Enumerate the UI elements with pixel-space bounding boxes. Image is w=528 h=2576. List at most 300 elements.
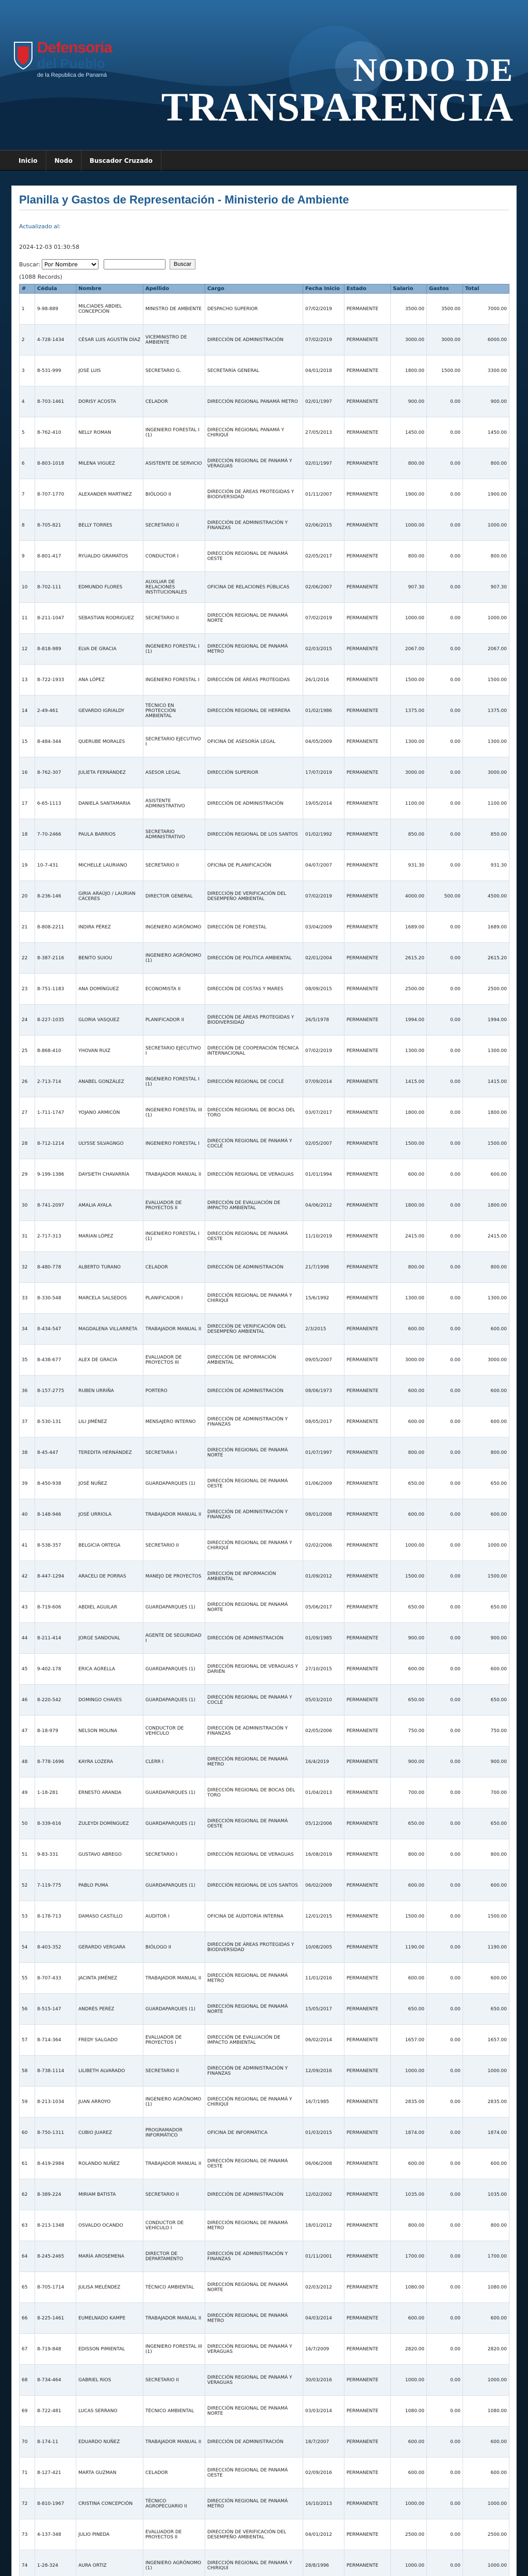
table-cell: 8-818-989 (35, 634, 76, 665)
table-cell: 16/10/2013 (303, 2488, 344, 2519)
table-cell: 650.00 (463, 1592, 509, 1623)
column-header[interactable]: Apellido (143, 284, 205, 294)
table-cell: 1700.00 (463, 2241, 509, 2272)
table-cell: 2615.20 (391, 943, 427, 974)
table-cell: PERMANENTE (344, 1932, 391, 1963)
table-cell: 01/02/1986 (303, 696, 344, 726)
table-cell: 06/06/2008 (303, 2148, 344, 2179)
table-cell: DESPACHO SUPERIOR (205, 294, 303, 325)
table-cell: DIRECCIÓN DE ÁREAS PROTEGIDAS Y BIODIVERSIDAD (205, 1005, 303, 1036)
table-cell: 850.00 (391, 819, 427, 850)
table-cell: PERMANENTE (344, 974, 391, 1005)
table-cell: BIÓLOGO II (143, 1932, 205, 1963)
table-cell: 8-703-1461 (35, 386, 76, 417)
table-cell: 1000.00 (391, 2365, 427, 2396)
table-cell: 8 (20, 510, 35, 541)
table-cell: EDUARDO NUÑEZ (76, 2427, 143, 2458)
table-cell: PERMANENTE (344, 1066, 391, 1097)
table-cell: 1000.00 (391, 2550, 427, 2576)
table-cell: INGENIERO FORESTAL I (1) (143, 417, 205, 448)
table-cell: PERMANENTE (344, 510, 391, 541)
table-cell: 0.00 (427, 1221, 463, 1252)
table-cell: 3000.00 (391, 757, 427, 788)
table-cell: 0.00 (427, 603, 463, 634)
table-cell: 8-719-848 (35, 2334, 76, 2365)
table-cell: 1800.00 (463, 1190, 509, 1221)
table-cell: DIRECCIÓN DE ADMINISTRACIÓN (205, 1623, 303, 1654)
table-cell: 1994.00 (463, 1005, 509, 1036)
table-cell: TÉCNICO AMBIENTAL (143, 2272, 205, 2303)
table-cell: 8-712-1214 (35, 1128, 76, 1159)
table-cell: 40 (20, 1499, 35, 1530)
table-cell: 0.00 (427, 788, 463, 819)
table-cell: KAYRA LOZERA (76, 1747, 143, 1777)
table-cell: 2500.00 (463, 2519, 509, 2550)
table-cell: TRABAJADOR MANUAL II (143, 2427, 205, 2458)
table-row (20, 1499, 509, 1530)
table-cell: 01/04/2013 (303, 1777, 344, 1808)
table-cell: YHOVAN RUIZ (76, 1036, 143, 1066)
column-header[interactable]: Total (463, 284, 509, 294)
table-cell: 1874.00 (391, 2117, 427, 2148)
table-cell: PERMANENTE (344, 2519, 391, 2550)
table-cell: PERMANENTE (344, 850, 391, 881)
table-cell: DIRECCIÓN DE ÁREAS PROTEGIDAS Y BIODIVERSIDAD (205, 1932, 303, 1963)
table-cell: 01/11/2001 (303, 2241, 344, 2272)
column-header[interactable]: Estado (344, 284, 391, 294)
table-cell: 8-762-410 (35, 417, 76, 448)
column-header[interactable]: Cargo (205, 284, 303, 294)
table-cell: 1500.00 (463, 1128, 509, 1159)
table-cell: PERMANENTE (344, 2488, 391, 2519)
table-cell: 8-174-11 (35, 2427, 76, 2458)
table-row (20, 2303, 509, 2334)
table-cell: 6-65-1113 (35, 788, 76, 819)
table-cell: 0.00 (427, 634, 463, 665)
table-cell: DIRECCIÓN DE ADMINISTRACIÓN Y FINANZAS (205, 2056, 303, 2087)
table-cell: 900.00 (391, 1747, 427, 1777)
table-cell: EVALUADOR DE PROYECTOS II (143, 2519, 205, 2550)
table-cell: 1500.00 (391, 665, 427, 696)
table-cell: 7-70-2466 (35, 819, 76, 850)
table-cell: 7000.00 (463, 294, 509, 325)
table-cell: 29 (20, 1159, 35, 1190)
table-cell: DIRECCIÓN DE ADMINISTRACIÓN (205, 2427, 303, 2458)
table-cell: MILENA VIGUEZ (76, 448, 143, 479)
table-row (20, 1777, 509, 1808)
column-header[interactable]: Gastos (427, 284, 463, 294)
table-cell: ANA LÓPEZ (76, 665, 143, 696)
table-cell: 1500.00 (427, 355, 463, 386)
table-cell: DIRECCIÓN DE FORESTAL (205, 912, 303, 943)
search-input[interactable] (104, 259, 166, 269)
table-cell: 50 (20, 1808, 35, 1839)
table-cell: 8-808-2211 (35, 912, 76, 943)
logo[interactable] (12, 36, 121, 83)
table-cell: MENSAJERO INTERNO (143, 1406, 205, 1437)
table-cell: ALEX DE GRACIA (76, 1345, 143, 1376)
table-cell: 800.00 (463, 448, 509, 479)
table-cell: SECRETARIO II (143, 1530, 205, 1561)
table-cell: 4-728-1434 (35, 325, 76, 355)
column-header[interactable]: Cédula (35, 284, 76, 294)
table-row (20, 1437, 509, 1468)
table-cell: 650.00 (391, 1994, 427, 2025)
table-cell: 8-339-616 (35, 1808, 76, 1839)
table-cell: 0.00 (427, 1716, 463, 1747)
table-cell: 600.00 (463, 2303, 509, 2334)
table-cell: PERMANENTE (344, 1623, 391, 1654)
table-cell: 0.00 (427, 1128, 463, 1159)
table-cell: 71 (20, 2458, 35, 2488)
table-cell: SECRETARIO II (143, 2365, 205, 2396)
table-cell: 7 (20, 479, 35, 510)
table-cell: OFICINA DE INFORMÁTICA (205, 2117, 303, 2148)
table-cell: 650.00 (391, 1592, 427, 1623)
table-cell: 650.00 (463, 1808, 509, 1839)
table-cell: 1500.00 (391, 1128, 427, 1159)
table-cell: 8-387-2116 (35, 943, 76, 974)
site-brand (161, 54, 514, 128)
table-cell: 1300.00 (463, 1283, 509, 1314)
table-cell: 15/05/2017 (303, 1994, 344, 2025)
table-cell: YOJANO ARMICÓN (76, 1097, 143, 1128)
table-cell: 53 (20, 1901, 35, 1932)
table-cell: LILI JIMÉNEZ (76, 1406, 143, 1437)
table-cell: 650.00 (463, 1994, 509, 2025)
table-cell: PROGRAMADOR INFORMÁTICO (143, 2117, 205, 2148)
table-cell: PERMANENTE (344, 1252, 391, 1283)
table-cell: 0.00 (427, 448, 463, 479)
table-row (20, 2427, 509, 2458)
table-cell: 1190.00 (463, 1932, 509, 1963)
table-cell: 500.00 (427, 881, 463, 912)
table-cell: 600.00 (391, 1963, 427, 1994)
table-row (20, 2148, 509, 2179)
table-cell: 08/09/2015 (303, 974, 344, 1005)
table-cell: DIRECCIÓN REGIONAL DE PANAMÁ OESTE (205, 2458, 303, 2488)
nav-item-nodo[interactable]: Nodo (46, 150, 81, 171)
table-row (20, 1994, 509, 2025)
table-cell: 8-211-1047 (35, 603, 76, 634)
table-cell: 2415.00 (391, 1221, 427, 1252)
table-cell: 800.00 (391, 1437, 427, 1468)
table-cell: PERMANENTE (344, 572, 391, 603)
table-row (20, 1345, 509, 1376)
table-cell: SECRETARIO EJECUTIVO I (143, 1036, 205, 1066)
table-cell: ALEXANDER MARTINEZ (76, 479, 143, 510)
column-header[interactable]: Fecha Inicio (303, 284, 344, 294)
table-cell: PERMANENTE (344, 2334, 391, 2365)
table-cell: EVALUADOR DE PROYECTOS III (143, 1345, 205, 1376)
search-field-select[interactable] (42, 259, 98, 269)
table-row (20, 325, 509, 355)
table-cell: 3500.00 (391, 294, 427, 325)
table-cell: PERMANENTE (344, 2117, 391, 2148)
table-cell: BENITO SUIOU (76, 943, 143, 974)
table-cell: 0.00 (427, 2550, 463, 2576)
table-cell: NELSON MOLINA (76, 1716, 143, 1747)
table-cell: 1080.00 (463, 2396, 509, 2427)
table-cell: 09/05/2007 (303, 1345, 344, 1376)
search-button[interactable]: Buscar (170, 259, 195, 269)
table-cell: PERMANENTE (344, 386, 391, 417)
table-cell: 26/1/2016 (303, 665, 344, 696)
table-cell: 8-220-542 (35, 1685, 76, 1716)
table-cell: GABRIEL RIOS (76, 2365, 143, 2396)
table-cell: PERMANENTE (344, 943, 391, 974)
table-cell: DIRECCIÓN REGIONAL DE PANAMÁ Y CHIRIQUÍ (205, 1530, 303, 1561)
table-cell: INGENIERO FORESTAL I (1) (143, 1066, 205, 1097)
table-cell: 0.00 (427, 850, 463, 881)
nav-item-inicio[interactable]: Inicio (10, 150, 46, 171)
table-cell: DIRECCIÓN DE VERIFICACIÓN DEL DESEMPEÑO AMBIENTAL (205, 881, 303, 912)
table-cell: 850.00 (463, 819, 509, 850)
table-cell: 43 (20, 1592, 35, 1623)
logo-line-1: Defensoria (37, 39, 112, 56)
table-cell: MARTA GUZMAN (76, 2458, 143, 2488)
table-cell: DIRECCIÓN DE VERIFICACIÓN DEL DESEMPEÑO AMBIENTAL (205, 1314, 303, 1345)
table-cell: DANIELA SANTAMARIA (76, 788, 143, 819)
table-cell: 16/7/2009 (303, 2334, 344, 2365)
table-cell: 1000.00 (463, 2056, 509, 2087)
table-cell: 02/03/2015 (303, 634, 344, 665)
table-cell: 1000.00 (391, 510, 427, 541)
table-cell: OFICINA DE PLANIFICACIÓN (205, 850, 303, 881)
table-row (20, 1036, 509, 1066)
table-cell: 0.00 (427, 2272, 463, 2303)
table-cell: DIRECCIÓN REGIONAL DE PANAMÁ Y VERAGUAS (205, 2334, 303, 2365)
table-cell: 8-778-1696 (35, 1747, 76, 1777)
table-cell: GUARDAPARQUES (1) (143, 1685, 205, 1716)
table-cell: PERMANENTE (344, 788, 391, 819)
table-cell: EDISSON PIMIENTAL (76, 2334, 143, 2365)
table-cell: 05/06/2017 (303, 1592, 344, 1623)
table-cell: 1500.00 (463, 1561, 509, 1592)
table-cell: 800.00 (391, 1839, 427, 1870)
table-row (20, 1839, 509, 1870)
table-cell: PERMANENTE (344, 1901, 391, 1932)
table-cell: GUARDAPARQUES (1) (143, 1808, 205, 1839)
table-cell: 0.00 (427, 1036, 463, 1066)
table-cell: 01/11/2007 (303, 479, 344, 510)
table-cell: 0.00 (427, 1005, 463, 1036)
table-cell: 07/02/2019 (303, 881, 344, 912)
table-cell: DIRECCIÓN DE INFORMACIÓN AMBIENTAL (205, 1561, 303, 1592)
table-cell: 31 (20, 1221, 35, 1252)
table-cell: 0.00 (427, 386, 463, 417)
table-cell: DIRECCIÓN DE ADMINISTRACIÓN Y FINANZAS (205, 1499, 303, 1530)
table-cell: 3000.00 (463, 1345, 509, 1376)
table-cell: 04/07/2007 (303, 850, 344, 881)
table-cell: PLANIFICADOR I (143, 1283, 205, 1314)
table-cell: 0.00 (427, 757, 463, 788)
table-cell: 3 (20, 355, 35, 386)
table-cell: DIRECCIÓN DE ADMINISTRACIÓN Y FINANZAS (205, 1406, 303, 1437)
table-row (20, 2117, 509, 2148)
table-cell: 750.00 (463, 1716, 509, 1747)
table-cell: 02/06/2015 (303, 510, 344, 541)
table-cell: 04/03/2014 (303, 2303, 344, 2334)
table-cell: 8-531-999 (35, 355, 76, 386)
table-cell: 8-762-307 (35, 757, 76, 788)
table-row (20, 294, 509, 325)
table-cell: 42 (20, 1561, 35, 1592)
table-cell: 8-707-433 (35, 1963, 76, 1994)
table-cell: PERMANENTE (344, 1159, 391, 1190)
table-cell: 18 (20, 819, 35, 850)
column-header[interactable]: Salario (391, 284, 427, 294)
table-cell: GLORIA VASQUEZ (76, 1005, 143, 1036)
table-cell: DIRECTOR GENERAL (143, 881, 205, 912)
table-cell: PERMANENTE (344, 2148, 391, 2179)
table-cell: 600.00 (463, 2458, 509, 2488)
table-row (20, 850, 509, 881)
table-row (20, 1190, 509, 1221)
table-row (20, 1314, 509, 1345)
table-cell: 13 (20, 665, 35, 696)
table-cell: 1190.00 (391, 1932, 427, 1963)
table-cell: 2067.00 (463, 634, 509, 665)
table-cell: 800.00 (463, 541, 509, 572)
table-cell: 600.00 (463, 2427, 509, 2458)
table-cell: 1000.00 (391, 1530, 427, 1561)
table-cell: 04/06/2012 (303, 1190, 344, 1221)
table-cell: 12/09/2016 (303, 2056, 344, 2087)
table-cell: DIRECCIÓN DE ADMINISTRACIÓN (205, 788, 303, 819)
table-cell: 8-480-778 (35, 1252, 76, 1283)
table-row (20, 1097, 509, 1128)
table-cell: 1450.00 (391, 417, 427, 448)
table-cell: 0.00 (427, 541, 463, 572)
table-cell: 1080.00 (391, 2272, 427, 2303)
table-cell: TÉCNICO AMBIENTAL (143, 2396, 205, 2427)
table-cell: DIRECCIÓN REGIONAL DE PANAMÁ METRO (205, 634, 303, 665)
table-cell: 08/01/2008 (303, 1499, 344, 1530)
table-cell: 0.00 (427, 2396, 463, 2427)
table-row (20, 603, 509, 634)
table-cell: DIRECCIÓN REGIONAL PANAMÁ Y CHIRIQUÍ (205, 417, 303, 448)
table-cell: MICHELLE LAURIANO (76, 850, 143, 881)
table-row (20, 819, 509, 850)
table-cell: 19/05/2014 (303, 788, 344, 819)
table-cell: 19 (20, 850, 35, 881)
table-cell: 03/04/2009 (303, 912, 344, 943)
table-row (20, 1592, 509, 1623)
table-cell: 21 (20, 912, 35, 943)
table-cell: 8-434-547 (35, 1314, 76, 1345)
table-cell: 3000.00 (427, 325, 463, 355)
table-cell: 600.00 (391, 1870, 427, 1901)
table-cell: 64 (20, 2241, 35, 2272)
table-cell: PORTERO (143, 1376, 205, 1406)
table-cell: 16/7/1985 (303, 2087, 344, 2117)
table-cell: DIRECCIÓN SUPERIOR (205, 757, 303, 788)
table-cell: 4500.00 (463, 881, 509, 912)
table-row (20, 2272, 509, 2303)
table-cell: 900.00 (391, 386, 427, 417)
table-cell: ULYSSE SILVAGNGO (76, 1128, 143, 1159)
nav-item-buscador-cruzado[interactable]: Buscador Cruzado (81, 150, 161, 171)
table-cell: 8-722-481 (35, 2396, 76, 2427)
table-cell: 3000.00 (391, 325, 427, 355)
table-cell: 08/05/2017 (303, 1406, 344, 1437)
table-row (20, 943, 509, 974)
table-cell: 38 (20, 1437, 35, 1468)
table-cell: SECRETARIO ADMINISTRATIVO (143, 819, 205, 850)
table-cell: 39 (20, 1468, 35, 1499)
column-header[interactable]: Nombre (76, 284, 143, 294)
table-cell: 68 (20, 2365, 35, 2396)
table-cell: PERMANENTE (344, 1283, 391, 1314)
table-cell: 4-137-348 (35, 2519, 76, 2550)
table-cell: 600.00 (391, 1654, 427, 1685)
table-cell: ERNESTO ARANDA (76, 1777, 143, 1808)
table-cell: DIRECCIÓN DE ADMINISTRACIÓN Y FINANZAS (205, 510, 303, 541)
table-cell: 8-515-147 (35, 1994, 76, 2025)
table-row (20, 1808, 509, 1839)
table-cell: 800.00 (463, 2210, 509, 2241)
table-cell: 0.00 (427, 510, 463, 541)
table-cell: JOSÉ NUÑEZ (76, 1468, 143, 1499)
table-cell: CRISTINA CONCEPCIÓN (76, 2488, 143, 2519)
table-cell: 01/09/2012 (303, 1561, 344, 1592)
table-cell: CÉSAR LUIS AGUSTÍN DÍAZ (76, 325, 143, 355)
table-cell: EVALUADOR DE PROYECTOS I (143, 2025, 205, 2056)
table-cell: 8-738-1114 (35, 2056, 76, 2087)
table-cell: 67 (20, 2334, 35, 2365)
table-row (20, 2087, 509, 2117)
updated-value: 2024-12-03 01:30:58 (19, 244, 79, 250)
table-cell: 8-438-677 (35, 1345, 76, 1376)
table-cell: PERMANENTE (344, 1376, 391, 1406)
table-cell: 30 (20, 1190, 35, 1221)
table-cell: 0.00 (427, 1252, 463, 1283)
table-cell: 600.00 (463, 1499, 509, 1530)
table-cell: 26 (20, 1066, 35, 1097)
table-cell: DIRECCIÓN REGIONAL DE PANAMÁ NORTE (205, 603, 303, 634)
table-cell: 0.00 (427, 2365, 463, 2396)
table-cell: DIRECCIÓN REGIONAL DE PANAMÁ OESTE (205, 1468, 303, 1499)
table-cell: 37 (20, 1406, 35, 1437)
table-cell: 1000.00 (463, 2488, 509, 2519)
table-cell: 8-213-1348 (35, 2210, 76, 2241)
payroll-table-wrapper (19, 284, 509, 2576)
table-cell: DIRECTOR DE DEPARTAMENTO (143, 2241, 205, 2272)
table-cell: 0.00 (427, 1097, 463, 1128)
table-cell: 9-199-1386 (35, 1159, 76, 1190)
table-cell: 1657.00 (391, 2025, 427, 2056)
table-row (20, 2519, 509, 2550)
table-cell: CELADOR (143, 1252, 205, 1283)
table-cell: DIRECCIÓN REGIONAL DE PANAMÁ NORTE (205, 2272, 303, 2303)
table-cell: PERMANENTE (344, 1530, 391, 1561)
table-cell: CONDUCTOR I (143, 541, 205, 572)
table-cell: RYUALDO GRAMATOS (76, 541, 143, 572)
table-cell: 1375.00 (463, 696, 509, 726)
table-cell: 2415.00 (463, 1221, 509, 1252)
table-cell: 4 (20, 386, 35, 417)
table-cell: PERMANENTE (344, 1963, 391, 1994)
table-cell: 800.00 (391, 1252, 427, 1283)
table-cell: SECRETARÍA GENERAL (205, 355, 303, 386)
column-header[interactable]: # (20, 284, 35, 294)
table-cell: 9-98-889 (35, 294, 76, 325)
table-cell: 1800.00 (463, 1097, 509, 1128)
table-row (20, 1005, 509, 1036)
table-cell: 25 (20, 1036, 35, 1066)
table-cell: 1800.00 (391, 1190, 427, 1221)
